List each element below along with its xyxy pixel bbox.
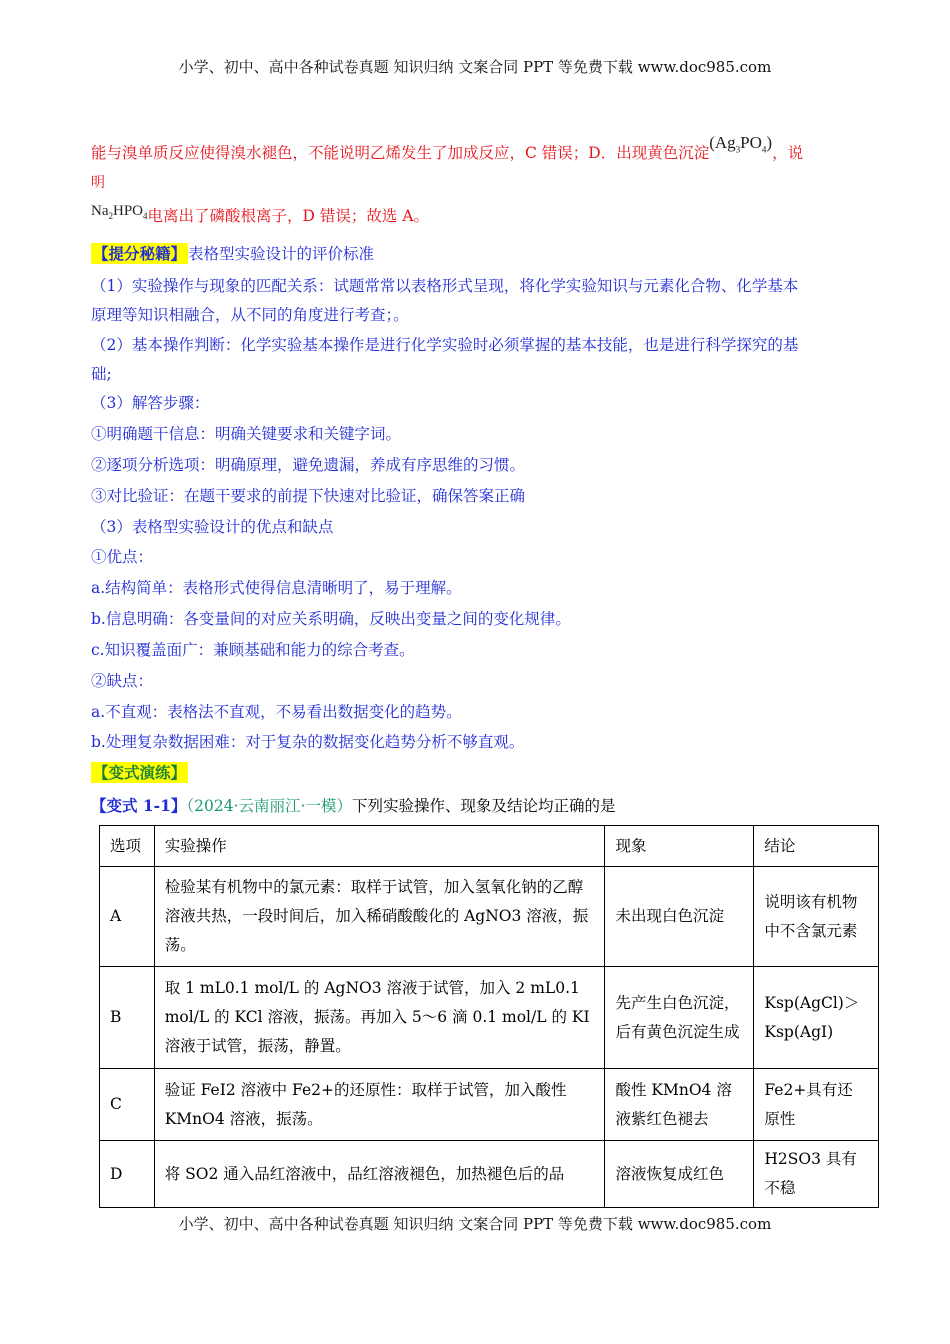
row-phenomenon: 溶液恢复成红色 [605,1141,754,1208]
table-row [100,1069,879,1141]
row-operation: 取 1 mL0.1 mol/L 的 AgNO3 溶液于试管，加入 2 mL0.1 mol/L 的 KCl 溶液，振荡。再加入 5～6 滴 0.1 mol/L 的 KI 溶液于试管，振荡，静置。 [154,967,605,1069]
row-operation: 检验某有机物中的氯元素：取样于试管，加入氢氧化钠的乙醇溶液共热，一段时间后，加入稀硝酸酸化的 AgNO3 溶液，振荡。 [154,867,605,967]
answer-text-3: 电离出了磷酸根离子，D 错误；故选 A。 [147,207,429,225]
tips-line: 原理等知识相融合，从不同的角度进行考查；。 [91,306,409,324]
question-text: 下列实验操作、现象及结论均正确的是 [351,797,616,815]
header-conclusion: 结论 [754,826,879,867]
tips-heading [91,244,374,264]
question-stem [91,796,615,816]
practice-heading [91,763,188,783]
tips-line: c.知识覆盖面广：兼顾基础和能力的综合考查。 [91,641,415,659]
tips-line: （1）实验操作与现象的匹配关系：试题常常以表格形式呈现，将化学实验知识与元素化合物、化学基本 [91,277,799,295]
answer-text-1b: ，说 [772,144,804,162]
table-row [100,867,879,967]
page-header: 小学、初中、高中各种试卷真题 知识归纳 文案合同 PPT 等免费下载 www.doc985.com [178,58,772,76]
row-option: D [100,1141,155,1208]
tips-line: ①优点： [91,548,154,566]
row-operation: 将 SO2 通入品红溶液中，品红溶液褪色，加热褪色后的品 [154,1141,605,1208]
row-conclusion: Ksp(AgCl)＞Ksp(AgI) [754,967,879,1069]
tips-line: b.处理复杂数据困难：对于复杂的数据变化趋势分析不够直观。 [91,733,525,751]
answer-text-1a: 能与溴单质反应使得溴水褪色，不能说明乙烯发生了加成反应，C 错误；D．出现黄色沉淀 [91,144,710,162]
table-row [100,967,879,1069]
row-conclusion: H2SO3 具有不稳 [754,1141,879,1208]
row-option: B [100,967,155,1069]
tips-line: a.结构简单：表格形式使得信息清晰明了，易于理解。 [91,579,462,597]
question-source: （2024·云南丽江·一模） [186,797,352,815]
row-option: C [100,1069,155,1141]
page-footer: 小学、初中、高中各种试卷真题 知识归纳 文案合同 PPT 等免费下载 www.doc985.com [178,1215,772,1233]
question-tag: 【变式 1-1】 [91,796,187,815]
tips-line: （3）表格型实验设计的优点和缺点 [91,518,334,536]
answer-line-1 [91,133,804,169]
experiment-table [99,825,879,1208]
tips-tag: 【提分秘籍】 [93,244,187,263]
answer-line-2: 明 [91,175,105,191]
practice-tag: 【变式演练】 [93,763,187,782]
header-operation: 实验操作 [154,826,605,867]
tips-line: ①明确题干信息：明确关键要求和关键字词。 [91,425,402,443]
tips-line: （2）基本操作判断：化学实验基本操作是进行化学实验时必须掌握的基本技能，也是进行科学探究的基 [91,336,799,354]
table-header-row [100,826,879,867]
tips-line: （3）解答步骤： [91,394,210,412]
table-row [100,1141,879,1208]
tips-line: b.信息明确：各变量间的对应关系明确，反映出变量之间的变化规律。 [91,610,571,628]
row-conclusion: 说明该有机物中不含氯元素 [754,867,879,967]
tips-title: 表格型实验设计的评价标准 [188,245,375,263]
row-phenomenon: 先产生白色沉淀，后有黄色沉淀生成 [605,967,754,1069]
answer-line-3 [91,203,429,232]
row-phenomenon: 酸性 KMnO4 溶液紫红色褪去 [605,1069,754,1141]
tips-line: 础; [91,365,112,383]
row-operation: 验证 FeI2 溶液中 Fe2+的还原性：取样于试管，加入酸性 KMnO4 溶液，振荡。 [154,1069,605,1141]
na2hpo4-formula: $Na_2HPO_4$ [91,203,148,221]
header-phenomenon: 现象 [605,826,754,867]
tips-line: ②逐项分析选项：明确原理，避免遗漏，养成有序思维的习惯。 [91,456,526,474]
header-option: 选项 [100,826,155,867]
ag3po4-formula: $(Ag_3PO_4)$ [709,133,773,155]
tips-line: ③对比验证：在题干要求的前提下快速对比验证，确保答案正确 [91,487,526,505]
tips-line: ②缺点： [91,672,154,690]
row-phenomenon: 未出现白色沉淀 [605,867,754,967]
tips-line: a.不直观：表格法不直观，不易看出数据变化的趋势。 [91,703,462,721]
row-conclusion: Fe2+具有还原性 [754,1069,879,1141]
row-option: A [100,867,155,967]
